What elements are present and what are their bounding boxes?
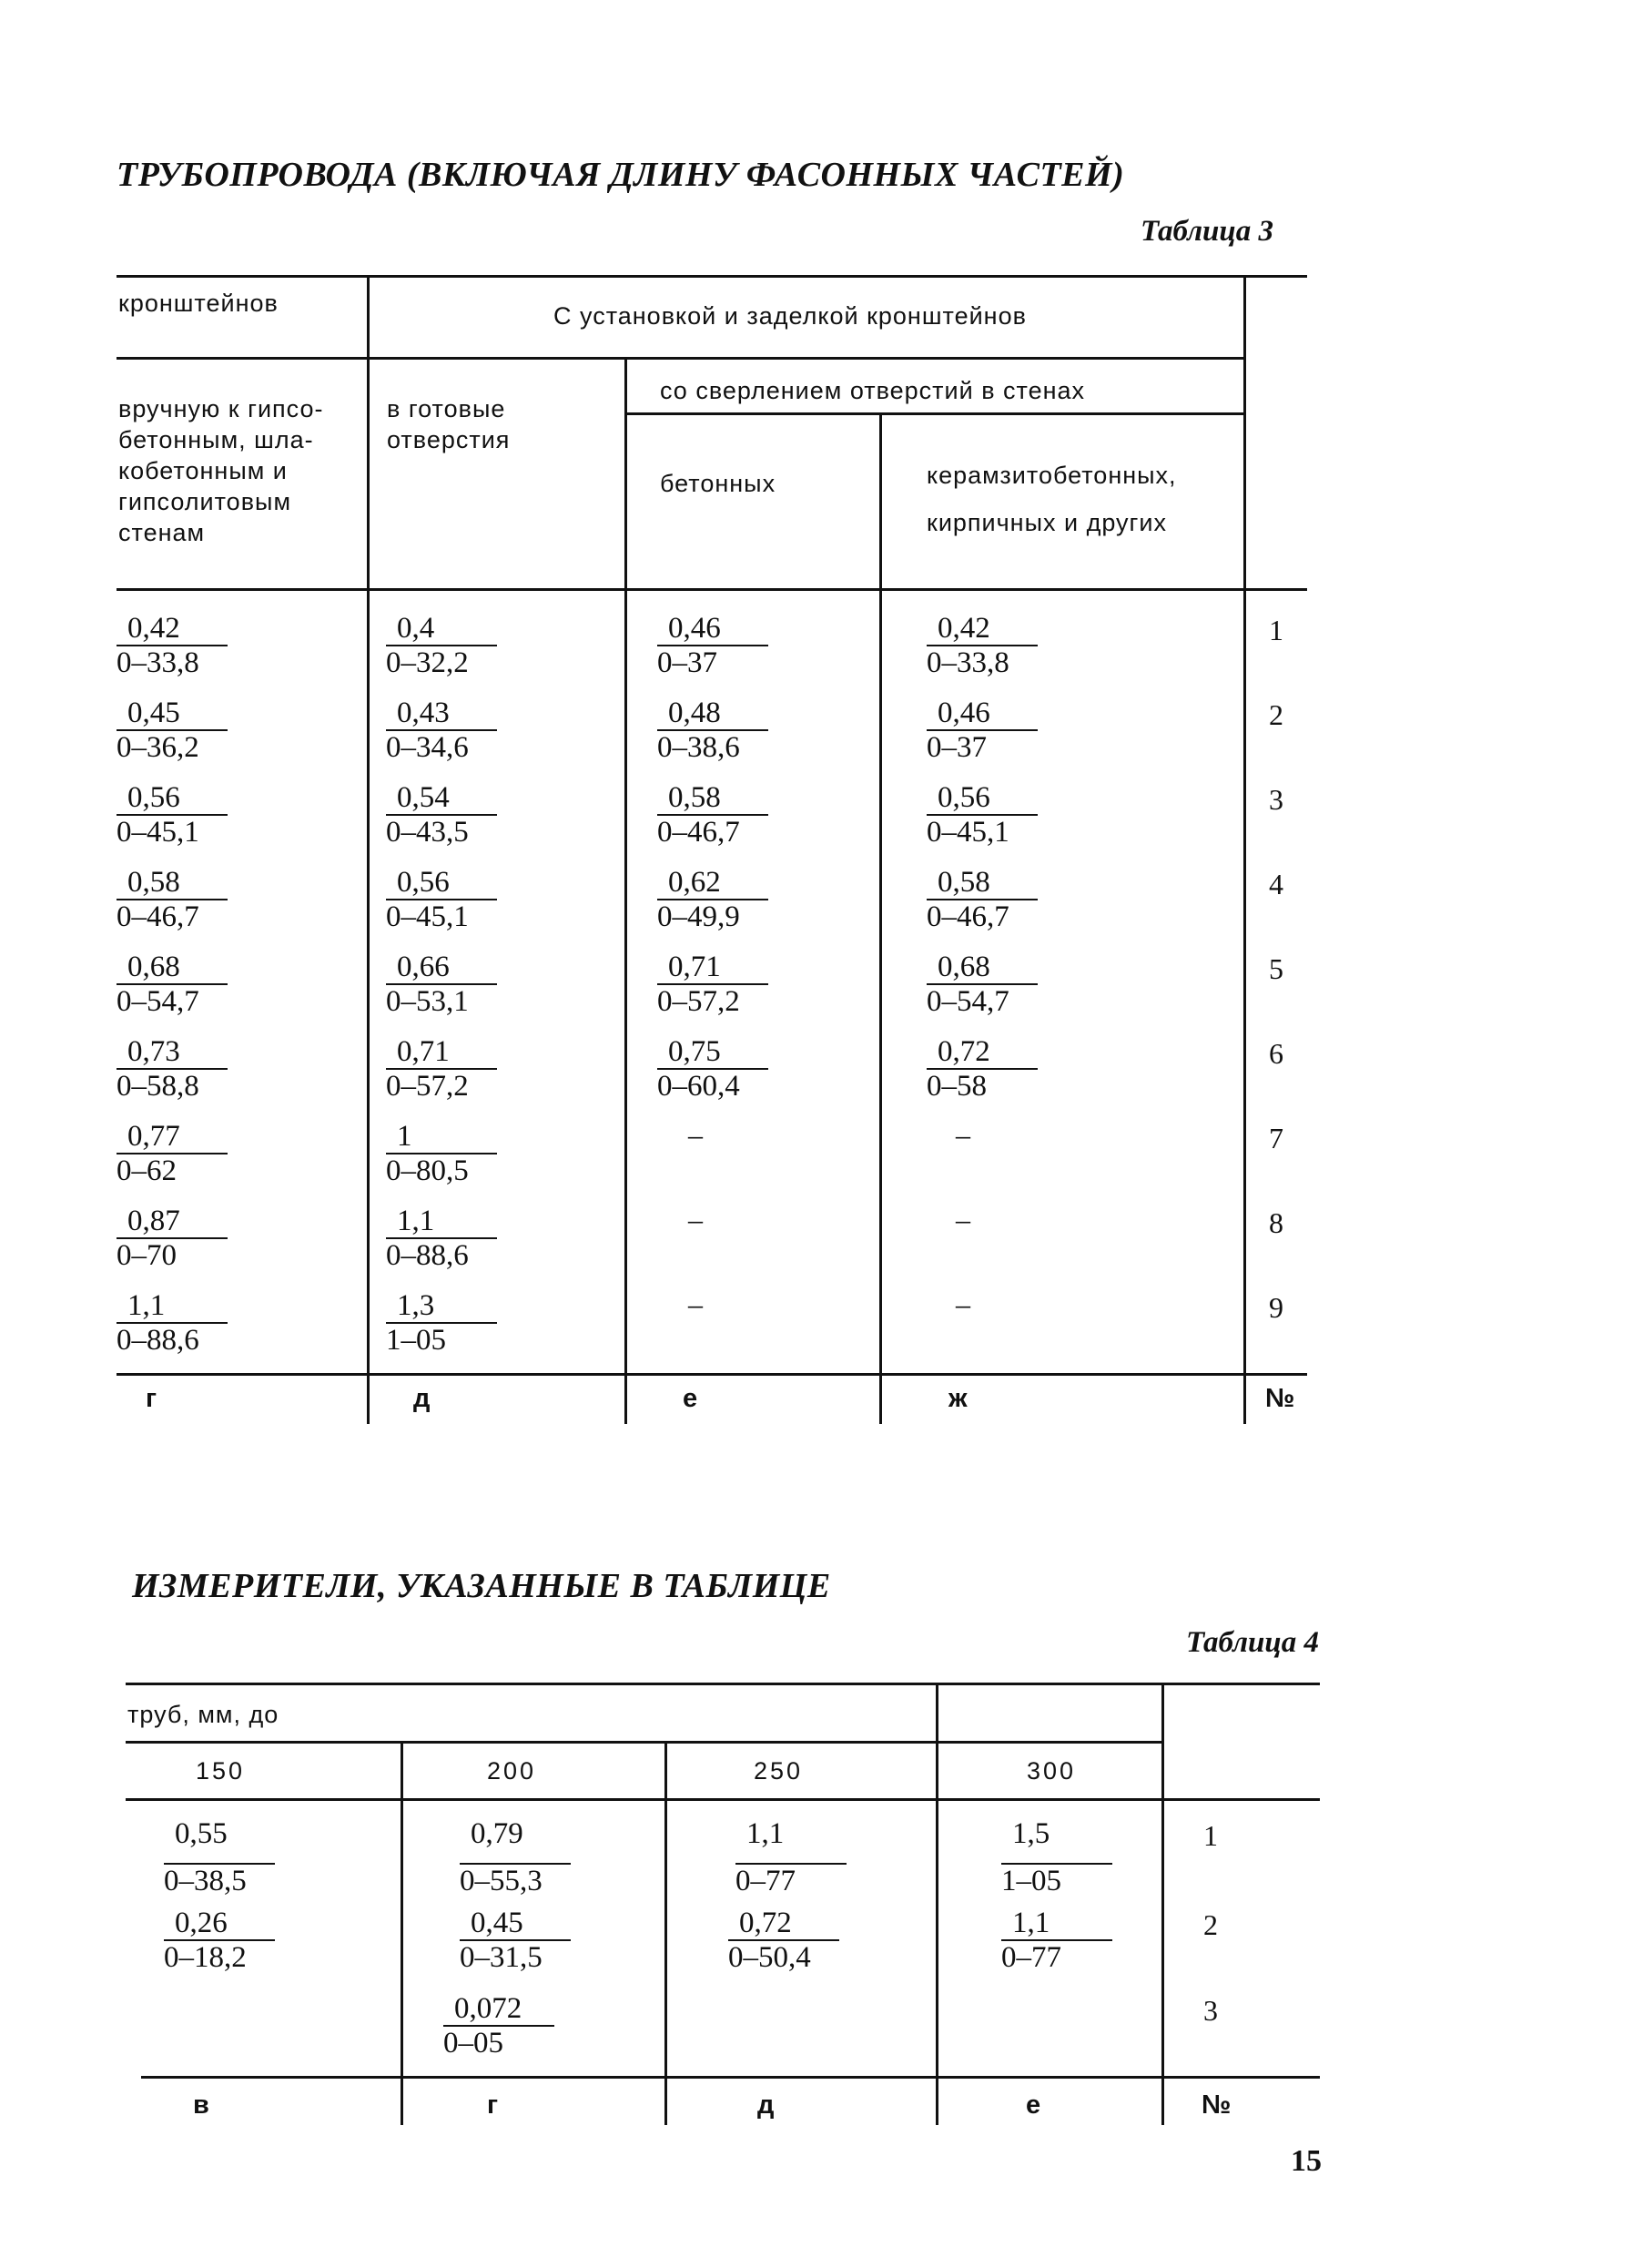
fraction-cell: $\frac{0,71}{0-57,2}$	[657, 951, 768, 1018]
row-number: 3	[1269, 783, 1283, 816]
table4-header-col-250: 250	[754, 1757, 804, 1785]
table3-rule-sub2	[626, 412, 1245, 415]
fraction-cell: $\frac{0,87}{0-70}$	[117, 1205, 228, 1272]
table3-vrule-1	[367, 277, 370, 1424]
table4-vrule-3	[936, 1684, 938, 2125]
table4-header-col-150: 150	[196, 1757, 246, 1785]
fraction-cell: $\frac{0,45}{0-31,5}$	[460, 1907, 571, 1974]
table3-header-col-zh: керамзитобетонных, кирпичных и других	[927, 462, 1177, 536]
fraction-cell: $\frac{0,58}{0-46,7}$	[657, 781, 768, 849]
row-number: 6	[1269, 1037, 1283, 1070]
table3-footer-zh: ж	[948, 1384, 968, 1413]
table4-rule-top	[126, 1683, 1320, 1685]
row-number: 5	[1269, 952, 1283, 985]
table4-rule-footer	[141, 2076, 1320, 2079]
table3-header-drill-group: со сверлением отверстий в стенах	[660, 377, 1086, 404]
fraction-cell: $\frac{0,4}{0-32,2}$	[386, 612, 497, 679]
table4-footer-v: в	[193, 2090, 209, 2120]
table4-rule-sub	[126, 1741, 1163, 1744]
table3-caption: Таблица 3	[1141, 215, 1274, 248]
row-number: 8	[1269, 1206, 1283, 1239]
fraction-cell: $\frac{1,1}{0-88,6}$	[386, 1205, 497, 1272]
fraction-cell: $\frac{0,55}{0-38,5}$	[164, 1817, 275, 1897]
fraction-cell: $\frac{0,56}{0-45,1}$	[927, 781, 1038, 849]
fraction-cell: $\frac{0,79}{0-55,3}$	[460, 1817, 571, 1897]
table3-rule-top	[117, 275, 1307, 278]
table4-header-col-300: 300	[1027, 1757, 1077, 1785]
fraction-cell: $\frac{1,5}{1-05}$	[1001, 1817, 1112, 1897]
fraction-cell: $\frac{1,3}{1-05}$	[386, 1289, 497, 1357]
table4-vrule-4	[1161, 1684, 1164, 2125]
table3-footer-e: е	[683, 1384, 698, 1413]
fraction-cell: $\frac{0,42}{0-33,8}$	[927, 612, 1038, 679]
table4-header-group: труб, мм, до	[127, 1701, 279, 1728]
table3-vrule-3	[879, 414, 882, 1424]
table4-footer-g: г	[487, 2090, 499, 2120]
page-number: 15	[1291, 2144, 1322, 2178]
fraction-cell: $\frac{0,62}{0-49,9}$	[657, 866, 768, 933]
table3-rule-footer	[117, 1373, 1307, 1376]
table4-vrule-1	[401, 1743, 403, 2125]
fraction-cell: $\frac{1}{0-80,5}$	[386, 1120, 497, 1187]
fraction-cell: $\frac{0,66}{0-53,1}$	[386, 951, 497, 1018]
table4-rule-header-bottom	[126, 1798, 1320, 1801]
fraction-cell: $\frac{0,46}{0-37}$	[927, 697, 1038, 764]
table3-rule-sub1	[117, 357, 1245, 360]
fraction-cell: $\frac{0,71}{0-57,2}$	[386, 1035, 497, 1103]
fraction-cell: $\frac{0,68}{0-54,7}$	[927, 951, 1038, 1018]
table3-header-col-e: бетонных	[660, 470, 776, 497]
table4-header-col-200: 200	[487, 1757, 537, 1785]
fraction-cell: $\frac{0,72}{0-58}$	[927, 1035, 1038, 1103]
fraction-cell: $\frac{0,46}{0-37}$	[657, 612, 768, 679]
table3-rule-header-bottom	[117, 588, 1307, 591]
table3-vrule-2	[624, 359, 627, 1424]
empty-dash: –	[956, 1203, 970, 1236]
row-number: 7	[1269, 1122, 1283, 1154]
fraction-cell: $\frac{0,58}{0-46,7}$	[117, 866, 228, 933]
table4-caption: Таблица 4	[1186, 1626, 1320, 1659]
empty-dash: –	[688, 1118, 703, 1151]
empty-dash: –	[688, 1287, 703, 1320]
row-number: 1	[1203, 1819, 1218, 1852]
fraction-cell: $\frac{0,72}{0-50,4}$	[728, 1907, 839, 1974]
empty-dash: –	[688, 1203, 703, 1236]
fraction-cell: $\frac{1,1}{0-88,6}$	[117, 1289, 228, 1357]
row-number: 2	[1203, 1908, 1218, 1941]
table3-header-kronshteinov: кронштейнов	[118, 290, 279, 317]
fraction-cell: $\frac{0,54}{0-43,5}$	[386, 781, 497, 849]
table4-footer-e: е	[1026, 2090, 1041, 2120]
fraction-cell: $\frac{0,75}{0-60,4}$	[657, 1035, 768, 1103]
fraction-cell: $\frac{0,42}{0-33,8}$	[117, 612, 228, 679]
table3-header-col-g: вручную к гипсо- бетонным, шла- кобетонным и гипсолитовым стенам	[118, 395, 324, 546]
row-number: 2	[1269, 698, 1283, 731]
fraction-cell: $\frac{0,77}{0-62}$	[117, 1120, 228, 1187]
table4-footer-d: д	[757, 2090, 775, 2120]
table3-footer-no: №	[1265, 1384, 1295, 1413]
fraction-cell: $\frac{0,58}{0-46,7}$	[927, 866, 1038, 933]
row-number: 3	[1203, 1994, 1218, 2027]
table3-heading: ТРУБОПРОВОДА (ВКЛЮЧАЯ ДЛИНУ ФАСОННЫХ ЧАСТЕЙ)	[117, 156, 1125, 194]
row-number: 1	[1269, 614, 1283, 646]
table4-footer-no: №	[1202, 2090, 1232, 2120]
fraction-cell: $\frac{0,48}{0-38,6}$	[657, 697, 768, 764]
fraction-cell: $\frac{0,73}{0-58,8}$	[117, 1035, 228, 1103]
fraction-cell: $\frac{0,56}{0-45,1}$	[386, 866, 497, 933]
table3-header-col-d: в готовые отверстия	[387, 395, 511, 453]
fraction-cell: $\frac{0,45}{0-36,2}$	[117, 697, 228, 764]
empty-dash: –	[956, 1287, 970, 1320]
table4-heading: ИЗМЕРИТЕЛИ, УКАЗАННЫЕ В ТАБЛИЦЕ	[132, 1567, 831, 1605]
fraction-cell: $\frac{1,1}{0-77}$	[1001, 1907, 1112, 1974]
row-number: 4	[1269, 868, 1283, 900]
fraction-cell: $\frac{0,43}{0-34,6}$	[386, 697, 497, 764]
table4-vrule-2	[664, 1743, 667, 2125]
empty-dash: –	[956, 1118, 970, 1151]
fraction-cell: $\frac{0,26}{0-18,2}$	[164, 1907, 275, 1974]
table3-vrule-4	[1243, 277, 1246, 1424]
table3-footer-d: д	[413, 1384, 431, 1413]
fraction-cell: $\frac{0,072}{0-05}$	[443, 1992, 554, 2060]
fraction-cell: $\frac{1,1}{0-77}$	[735, 1817, 847, 1897]
table3-header-install-group: С установкой и заделкой кронштейнов	[553, 302, 1027, 330]
table3-footer-g: г	[146, 1384, 157, 1413]
fraction-cell: $\frac{0,56}{0-45,1}$	[117, 781, 228, 849]
fraction-cell: $\frac{0,68}{0-54,7}$	[117, 951, 228, 1018]
row-number: 9	[1269, 1291, 1283, 1324]
